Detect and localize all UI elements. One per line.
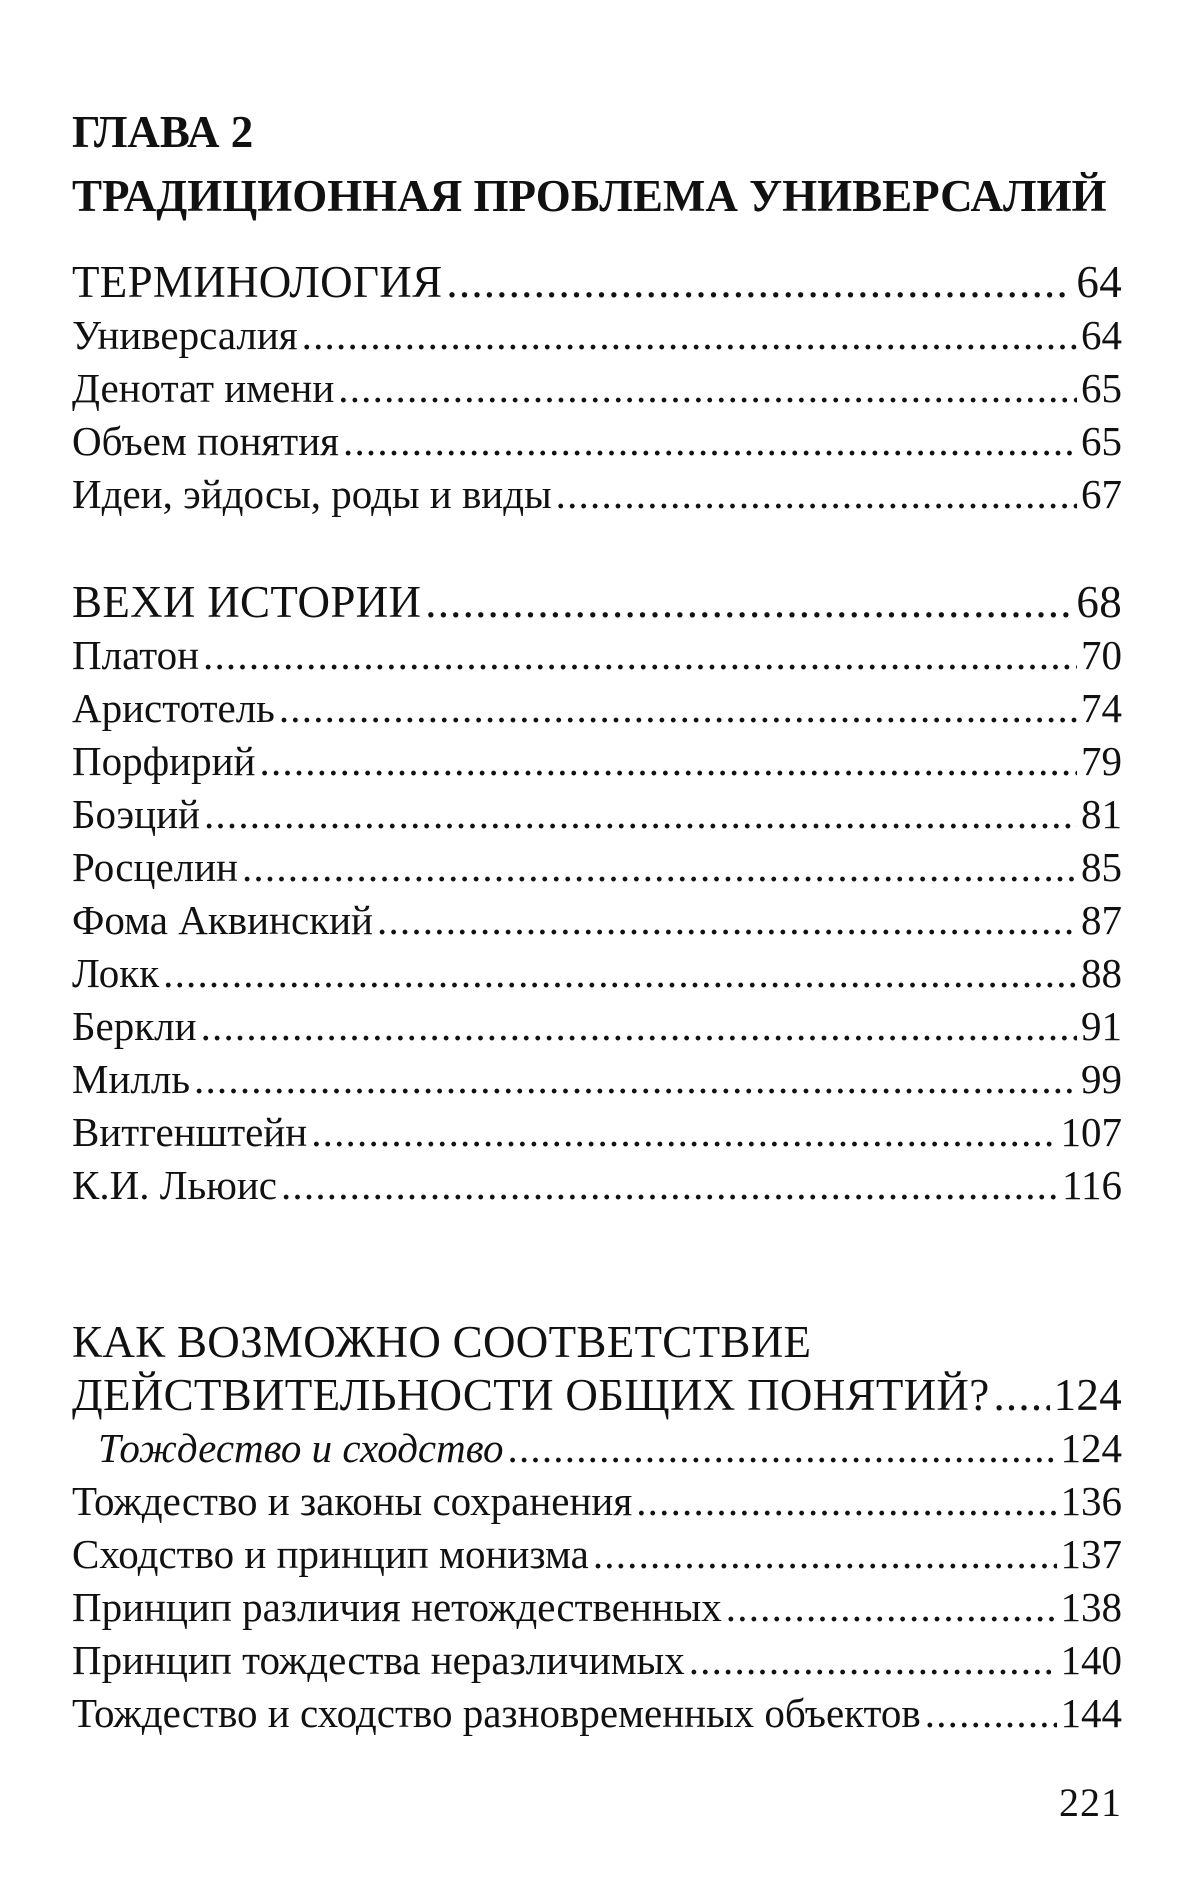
dot-leader <box>163 947 1077 1000</box>
toc-entry[interactable] <box>72 468 1122 521</box>
toc-page-number: 107 <box>1060 1109 1122 1155</box>
toc-entry-label: Идеи, эйдосы, роды и виды <box>72 471 552 517</box>
toc-section-heading[interactable] <box>72 1369 1122 1422</box>
toc-entry-label: Фома Аквинский <box>72 897 373 943</box>
dot-leader <box>311 1106 1056 1159</box>
toc-heading-label: ДЕЙСТВИТЕЛЬНОСТИ ОБЩИХ ПОНЯТИЙ? <box>72 1370 990 1420</box>
dot-leader <box>281 1159 1058 1212</box>
chapter-heading <box>72 100 1132 228</box>
dot-leader <box>446 256 1072 309</box>
dot-leader <box>993 1369 1049 1422</box>
dot-leader <box>377 894 1077 947</box>
dot-leader <box>593 1528 1057 1581</box>
toc-heading-line-1[interactable]: КАК ВОЗМОЖНО СООТВЕТСТВИЕ <box>72 1317 812 1367</box>
dot-leader <box>194 1053 1077 1106</box>
dot-leader <box>203 629 1077 682</box>
toc-entry[interactable] <box>72 1528 1122 1581</box>
toc-section-heading[interactable] <box>72 576 1122 629</box>
toc-entry[interactable] <box>72 735 1122 788</box>
toc-entry[interactable] <box>72 894 1122 947</box>
dot-leader <box>260 735 1078 788</box>
toc-page-number: 124 <box>1060 1425 1122 1471</box>
page-number: 221 <box>1059 1780 1122 1825</box>
toc-section-history <box>72 576 1122 1212</box>
toc-page-number: 64 <box>1081 312 1122 358</box>
toc-page-number: 136 <box>1060 1478 1122 1524</box>
toc-page-number: 124 <box>1053 1370 1122 1420</box>
toc-entry[interactable] <box>72 947 1122 1000</box>
chapter-number: ГЛАВА 2 <box>72 107 254 157</box>
toc-entry-label: Принцип различия нетождественных <box>72 1584 722 1630</box>
toc-subheading-label: Тождество и сходство <box>98 1425 504 1471</box>
toc-entry[interactable] <box>72 788 1122 841</box>
toc-entry-label: Локк <box>72 950 160 996</box>
toc-page-number: 74 <box>1081 685 1122 731</box>
toc-section-terminology <box>72 256 1122 521</box>
toc-entry[interactable] <box>72 309 1122 362</box>
toc-page-number: 68 <box>1076 577 1122 627</box>
dot-leader <box>242 841 1077 894</box>
toc-entry[interactable] <box>72 1475 1122 1528</box>
toc-entry[interactable] <box>72 1634 1122 1687</box>
toc-page-number: 79 <box>1081 738 1122 784</box>
toc-heading-label: ТЕРМИНОЛОГИЯ <box>72 257 443 307</box>
dot-leader <box>204 788 1077 841</box>
toc-page-number: 91 <box>1081 1003 1122 1049</box>
toc-entry-label: Универсалия <box>72 312 298 358</box>
toc-page-number: 65 <box>1081 365 1122 411</box>
toc-entry[interactable] <box>72 1106 1122 1159</box>
toc-entry[interactable] <box>72 415 1122 468</box>
dot-leader <box>201 1000 1077 1053</box>
toc-entry-label: Беркли <box>72 1003 197 1049</box>
toc-subheading[interactable] <box>72 1422 1122 1475</box>
toc-page-number: 65 <box>1081 418 1122 464</box>
toc-section-heading[interactable] <box>72 256 1122 309</box>
toc-entry[interactable] <box>72 362 1122 415</box>
toc-page-number: 116 <box>1062 1162 1122 1208</box>
toc-entry[interactable] <box>72 1000 1122 1053</box>
toc-entry[interactable] <box>72 1687 1122 1740</box>
toc-entry[interactable] <box>72 682 1122 735</box>
toc-page-number: 144 <box>1060 1690 1122 1736</box>
toc-page-number: 85 <box>1081 844 1122 890</box>
toc-entry-label: Милль <box>72 1056 191 1102</box>
toc-entry[interactable] <box>72 1159 1122 1212</box>
dot-leader <box>302 309 1077 362</box>
toc-entry-label: Сходство и принцип монизма <box>72 1531 589 1577</box>
toc-entry-label: Объем понятия <box>72 418 340 464</box>
dot-leader <box>425 576 1072 629</box>
dot-leader <box>279 682 1077 735</box>
dot-leader <box>925 1687 1057 1740</box>
toc-page-number: 70 <box>1081 632 1122 678</box>
dot-leader <box>689 1634 1057 1687</box>
toc-entry[interactable] <box>72 1053 1122 1106</box>
toc-entry-label: Порфирий <box>72 738 256 784</box>
toc-entry-label: Тождество и сходство разновременных объектов <box>72 1690 921 1736</box>
toc-entry[interactable] <box>72 629 1122 682</box>
toc-page-number: 87 <box>1081 897 1122 943</box>
toc-page-number: 81 <box>1081 791 1122 837</box>
toc-entry-label: Боэций <box>72 791 200 837</box>
dot-leader <box>556 468 1077 521</box>
toc-entry-label: Витгенштейн <box>72 1109 308 1155</box>
dot-leader <box>343 415 1077 468</box>
toc-page-number: 67 <box>1081 471 1122 517</box>
toc-entry-label: Платон <box>72 632 200 678</box>
dot-leader <box>726 1581 1057 1634</box>
toc-entry-label: Тождество и законы сохранения <box>72 1478 633 1524</box>
chapter-title: ТРАДИЦИОННАЯ ПРОБЛЕМА УНИВЕРСАЛИЙ <box>72 171 1107 221</box>
toc-section-correspondence <box>72 1316 1122 1740</box>
toc-page-number: 99 <box>1081 1056 1122 1102</box>
toc-entry[interactable] <box>72 1581 1122 1634</box>
dot-leader <box>508 1422 1057 1475</box>
dot-leader <box>338 362 1077 415</box>
toc-entry-label: К.И. Льюис <box>72 1162 277 1208</box>
toc-page-number: 140 <box>1060 1637 1122 1683</box>
toc-page-number: 138 <box>1060 1584 1122 1630</box>
toc-entry-label: Принцип тождества неразличимых <box>72 1637 685 1683</box>
toc-entry-label: Росцелин <box>72 844 238 890</box>
dot-leader <box>636 1475 1056 1528</box>
toc-entry[interactable] <box>72 841 1122 894</box>
toc-heading-label: ВЕХИ ИСТОРИИ <box>72 577 422 627</box>
toc-page-number: 88 <box>1081 950 1122 996</box>
toc-entry-label: Аристотель <box>72 685 275 731</box>
toc-entry-label: Денотат имени <box>72 365 335 411</box>
toc-page-number: 137 <box>1060 1531 1122 1577</box>
toc-page-number: 64 <box>1076 257 1122 307</box>
